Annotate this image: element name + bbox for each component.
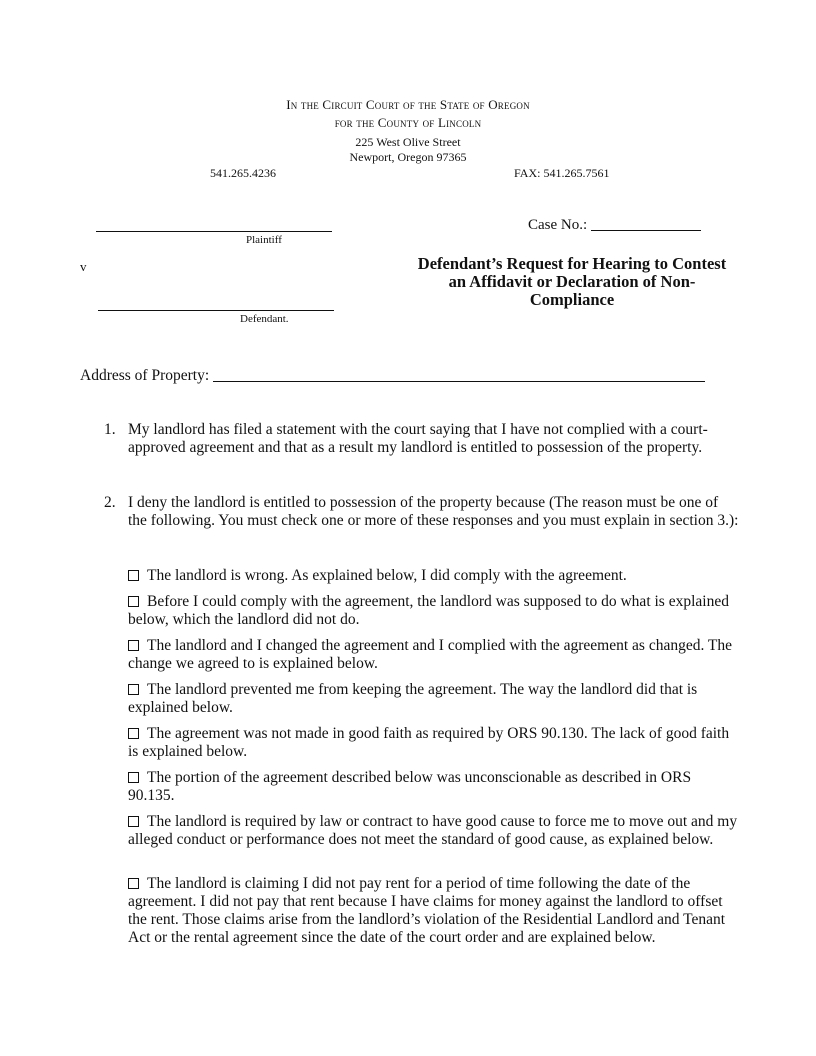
reason-option	[128, 681, 740, 717]
checkbox[interactable]	[128, 684, 139, 695]
case-number	[528, 216, 701, 234]
reason-option	[128, 567, 740, 585]
checkbox[interactable]	[128, 878, 139, 889]
versus-label: v	[80, 259, 87, 274]
reason-option	[128, 637, 740, 673]
county-line: for the County of Lincoln	[334, 115, 482, 130]
checkbox[interactable]	[128, 772, 139, 783]
court-city: Newport, Oregon 97365	[349, 150, 467, 164]
document-title: Defendant’s Request for Hearing to Contest an Affidavit or Declaration of Non-Compliance	[417, 254, 727, 309]
plaintiff-name-field[interactable]	[96, 231, 332, 232]
court-street: 225 West Olive Street	[355, 135, 461, 149]
checkbox[interactable]	[128, 728, 139, 739]
defendant-name-field[interactable]	[98, 310, 334, 311]
item-number: 1.	[104, 421, 116, 438]
defendant-label: Defendant.	[240, 313, 289, 325]
plaintiff-label: Plaintiff	[246, 234, 282, 246]
reason-text: The agreement was not made in good faith as required by ORS 90.130. The lack of good faith is explained below.	[128, 725, 730, 760]
reason-text: The landlord prevented me from keeping the agreement. The way the landlord did that is explained below.	[128, 681, 698, 716]
reason-option	[128, 813, 740, 849]
property-address	[80, 366, 705, 385]
reason-text: The landlord is wrong. As explained below, I did comply with the agreement.	[147, 567, 627, 584]
reason-option	[128, 875, 740, 947]
checkbox[interactable]	[128, 570, 139, 581]
item-text: I deny the landlord is entitled to possession of the property because (The reason must be one of the following. You must check one or more of these responses and you must explain in section 3.):	[128, 494, 739, 529]
property-address-label: Address of Property:	[80, 367, 210, 384]
case-number-field[interactable]	[591, 216, 701, 231]
case-number-label: Case No.:	[528, 217, 588, 233]
property-address-field[interactable]	[213, 366, 705, 382]
checkbox[interactable]	[128, 816, 139, 827]
reason-text: The landlord and I changed the agreement and I complied with the agreement as changed. The change we agreed to is explained below.	[128, 637, 733, 672]
reason-text: The portion of the agreement described below was unconscionable as described in ORS 90.135.	[128, 769, 692, 804]
court-name-line: In the Circuit Court of the State of Oregon	[286, 97, 530, 112]
reason-text: The landlord is claiming I did not pay rent for a period of time following the date of the agreement. I did not pay that rent because I have claims for money against the landlord to offset the rent. Those claims arise from the landlord’s violation of the Residential Landlord and Tenant Act or the rental agreement since the date of the court order and are explained below.	[128, 875, 726, 946]
reason-option	[128, 769, 740, 805]
reason-option	[128, 725, 740, 761]
checkbox[interactable]	[128, 640, 139, 651]
court-fax: FAX: 541.265.7561	[514, 166, 610, 180]
reason-text: Before I could comply with the agreement, the landlord was supposed to do what is explained below, which the landlord did not do.	[128, 593, 729, 628]
reason-text: The landlord is required by law or contract to have good cause to force me to move out and my alleged conduct or performance does not meet the standard of good cause, as explained below.	[128, 813, 738, 848]
checkbox[interactable]	[128, 596, 139, 607]
court-phone: 541.265.4236	[210, 166, 276, 180]
reason-option	[128, 593, 740, 629]
item-number: 2.	[104, 494, 116, 511]
item-text: My landlord has filed a statement with the court saying that I have not complied with a court-approved agreement and that as a result my landlord is entitled to possession of the property.	[128, 421, 708, 456]
